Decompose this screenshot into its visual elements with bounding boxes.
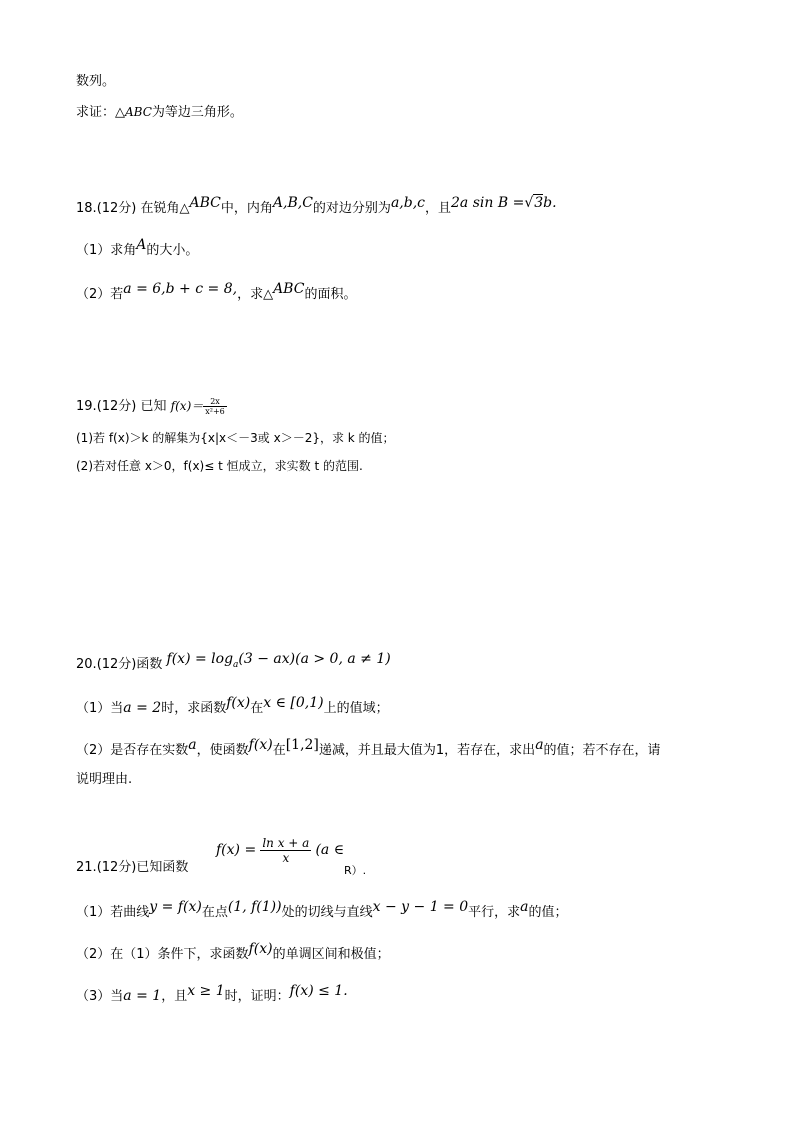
question-score: (12分) [96,201,137,216]
part-label: （1） [76,905,111,920]
question-21-part-1 [76,899,568,923]
part-text: 的大小。 [146,243,199,258]
question-20-part-2 [76,737,661,761]
part-text: ，求△ [237,287,274,302]
math-condition: a = 6,b + c = 8, [123,281,238,297]
question-20-part-1 [76,695,389,719]
part-text: 上的值域； [323,701,389,716]
function-expression [166,651,391,670]
part-text: 当 [110,989,124,1004]
question-number: 21. [76,860,97,875]
part-label: （1） [76,243,111,258]
triangle-name: ABC [125,105,152,119]
part-text: 当 [110,701,124,716]
question-20-part-2-cont: 说明理由. [76,772,133,787]
question-19-part-1: (1)若 f(x)＞k 的解集为{x|x＜－3或 x＞－2}，求 k 的值； [76,431,395,445]
question-18-stem [76,195,557,219]
condition-left: 2a sin B = [451,195,525,211]
question-number: 20. [76,657,97,672]
domain-R: R）. [344,864,367,877]
part-label: （2） [76,287,111,302]
math-fx: f(x) [226,695,251,711]
part-label: （1） [76,701,111,716]
fraction-numerator: 2x [203,397,227,407]
continued-text: 数列。 [76,74,116,89]
part-text: 递减，并且最大值为1，若存在，求出 [318,743,536,758]
math-abc: ABC [189,195,221,211]
part-text: 若曲线 [110,905,150,920]
math-a: a [520,899,529,915]
math-interval: x ∈ [0,1) [263,695,324,711]
math-interval: [1,2] [285,737,319,753]
fraction [203,397,227,416]
question-18-part-2 [76,281,357,305]
fraction [260,836,311,865]
function-label: f(x) = [216,842,257,858]
proof-suffix: 为等边三角形。 [151,105,243,120]
fraction-numerator: ln x + a [262,836,310,850]
stem-text: 函数 [136,657,163,672]
stem-text: 已知 [140,399,167,414]
math-x: x ≥ 1 [187,983,225,999]
function-right: (3 − ax)(a > 0, a ≠ 1) [238,651,391,667]
part-text: ，且 [161,989,188,1004]
math-A: A [136,237,147,253]
question-21-part-3 [76,983,348,1007]
question-number: 18. [76,201,97,216]
stem-text: 已知函数 [136,860,189,875]
part-text: 在点 [201,905,228,920]
part-label: （3） [76,989,111,1004]
part-label: （2） [76,743,111,758]
math-line: x − y − 1 = 0 [372,899,469,915]
proof-statement [76,102,243,123]
part-text: 的单调区间和极值； [272,947,390,962]
math-condition: a = 2 [123,700,162,716]
part-text: 在 [250,701,264,716]
question-21-part-2 [76,941,390,965]
part-text: 时，证明： [224,989,290,1004]
log-base: a [233,659,239,670]
condition-right: b. [543,195,557,211]
question-19-part-2: (2)若对任意 x＞0，f(x)≤ t 恒成立，求实数 t 的范围. [76,459,363,473]
proof-prefix: 求证： [76,105,116,120]
question-20-stem [76,651,391,680]
math-a: a [535,737,544,753]
stem-text: 中，内角 [220,201,273,216]
function-left: f(x) = log [166,651,234,667]
part-text: 是否存在实数 [110,743,189,758]
fraction-denominator: x²+6 [205,407,225,416]
sqrt-value: 3 [534,195,544,211]
question-18-part-1 [76,237,199,261]
fraction-denominator: x [282,851,290,865]
part-label: （2） [76,947,111,962]
part-text: 在 [272,743,286,758]
part-text: 若 [110,287,124,302]
part-text: 求角 [110,243,137,258]
math-fx: f(x) [248,941,273,957]
question-score: (12分) [96,657,137,672]
question-number: 19. [76,399,97,414]
part-text: 处的切线与直线 [281,905,373,920]
question-score: (12分) [96,860,137,875]
math-point: (1, f(1)) [227,899,282,915]
math-fx: f(x) [248,737,273,753]
part-text: 平行，求 [468,905,521,920]
part-text: 时，求函数 [161,701,227,716]
part-text: 的面积。 [304,287,357,302]
math-a: a = 1 [123,988,162,1004]
sqrt-sign: √ [524,195,534,211]
math-a: a [188,737,197,753]
question-21-stem [76,858,188,878]
part-text: 在（1）条件下，求函数 [110,947,249,962]
math-condition [451,195,557,211]
question-21-function [216,836,344,865]
triangle-symbol: △ [115,105,126,120]
question-19-stem [76,396,227,417]
domain-open: (a ∈ [315,842,345,858]
function-label: f(x)＝ [170,399,204,413]
math-curve: y = f(x) [149,899,202,915]
question-score: (12分) [96,399,137,414]
math-angles: A,B,C [272,195,313,211]
part-text: ，使函数 [196,743,249,758]
part-text: 的值； [528,905,568,920]
math-inequality: f(x) ≤ 1. [289,983,348,999]
math-abc: ABC [273,281,305,297]
math-sides: a,b,c [390,195,425,211]
stem-text: 在锐角△ [140,201,190,216]
stem-text: 的对边分别为 [312,201,391,216]
part-text: 的值；若不存在，请 [543,743,661,758]
stem-text: ，且 [425,201,452,216]
